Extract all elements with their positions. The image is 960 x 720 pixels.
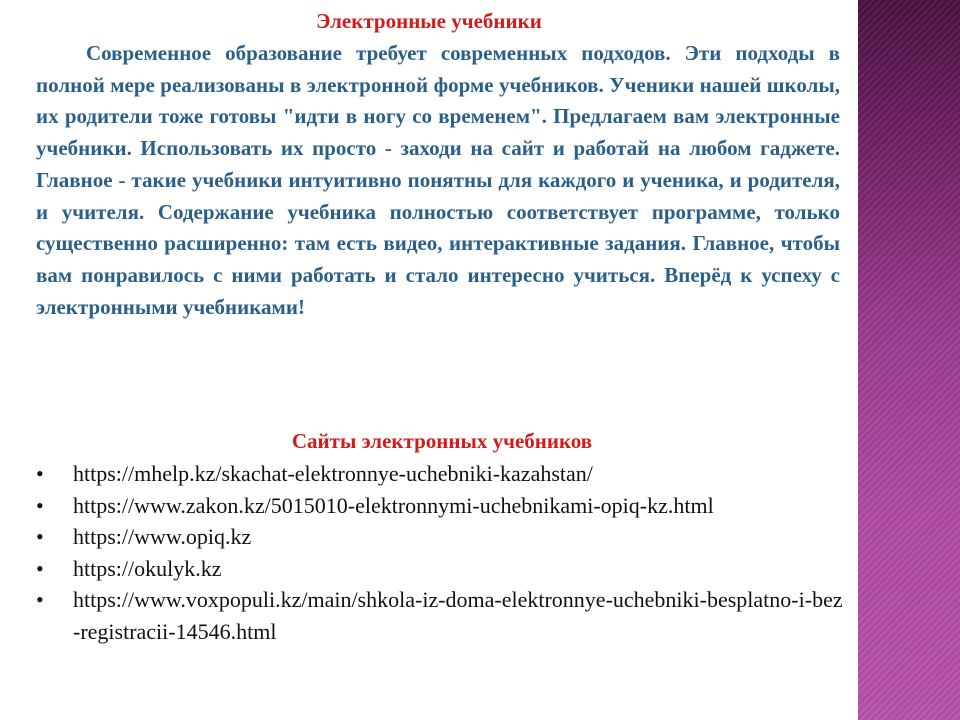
bullet-icon: • xyxy=(36,461,44,486)
link-url[interactable]: https://okulyk.kz xyxy=(73,555,222,581)
link-url[interactable]: https://www.opiq.kz xyxy=(73,524,252,549)
link-url[interactable]: https://www.zakon.kz/5015010-elektronnymi-uchebnikami-opiq-kz.html xyxy=(73,492,714,518)
list-item xyxy=(36,553,846,585)
list-item xyxy=(36,584,846,647)
links-list xyxy=(36,458,846,647)
section-subtitle: Сайты электронных учебников xyxy=(291,429,593,453)
link-url[interactable]: https://mhelp.kz/skachat-elektronnye-uchebniki-kazahstan/ xyxy=(73,461,593,486)
list-item xyxy=(36,458,846,490)
bullet-icon: • xyxy=(36,555,44,581)
bullet-icon: • xyxy=(36,524,44,549)
bullet-icon: • xyxy=(36,587,44,612)
page-title: Электронные учебники xyxy=(316,9,542,33)
decorative-side-band xyxy=(858,0,960,720)
link-url[interactable]: https://www.voxpopuli.kz/main/shkola-iz-doma-elektronnye-uchebniki-besplatno-i-bez-registracii-14546.html xyxy=(73,587,843,644)
list-item xyxy=(36,490,846,522)
list-item xyxy=(36,521,846,553)
bullet-icon: • xyxy=(36,492,44,518)
intro-paragraph: Современное образование требует современных подходов. Эти подходы в полной мере реализованы в электронной форме учебников. Ученики нашей школы, их родители тоже готовы "идти в ногу со временем". Предлагаем вам электронные учебники. Использовать их просто - заходи на сайт и работай на любом гаджете. Главное - такие учебники интуитивно понятны для каждого и ученика, и родителя, и учителя. Содержание учебника полностью соответствует программе, только существенно расширенно: там есть видео, интерактивные задания. Главное, чтобы вам понравилось с ними работать и стало интересно учиться. Вперёд к успеху с электронными учебниками! xyxy=(36,41,840,319)
